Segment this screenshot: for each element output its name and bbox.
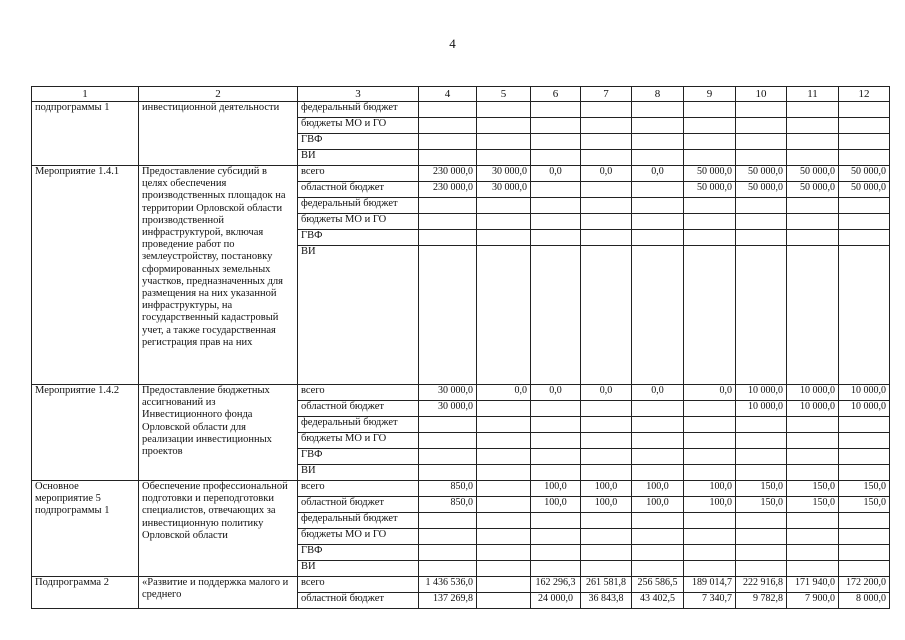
amount-cell: [531, 118, 581, 134]
amount-cell: [736, 230, 787, 246]
funding-source-cell: областной бюджет: [298, 182, 419, 198]
amount-cell: [839, 198, 890, 214]
amount-cell: [787, 198, 839, 214]
amount-cell: [684, 417, 736, 433]
amount-cell: [736, 433, 787, 449]
amount-cell: [632, 449, 684, 465]
amount-cell: [581, 230, 632, 246]
amount-cell: [632, 465, 684, 481]
amount-cell: 0,0: [581, 166, 632, 182]
amount-cell: [531, 417, 581, 433]
amount-cell: [419, 246, 477, 385]
amount-cell: 8 000,0: [839, 593, 890, 609]
amount-cell: 172 200,0: [839, 577, 890, 593]
amount-cell: [419, 230, 477, 246]
amount-cell: 137 269,8: [419, 593, 477, 609]
header-cell: 3: [298, 87, 419, 102]
amount-cell: [632, 401, 684, 417]
amount-cell: 10 000,0: [839, 385, 890, 401]
amount-cell: [736, 465, 787, 481]
amount-cell: [632, 198, 684, 214]
amount-cell: [419, 198, 477, 214]
amount-cell: [632, 230, 684, 246]
amount-cell: [736, 246, 787, 385]
amount-cell: [632, 417, 684, 433]
amount-cell: [531, 433, 581, 449]
amount-cell: 0,0: [477, 385, 531, 401]
amount-cell: [787, 246, 839, 385]
funding-source-cell: бюджеты МО и ГО: [298, 433, 419, 449]
amount-cell: [632, 182, 684, 198]
amount-cell: 30 000,0: [477, 182, 531, 198]
amount-cell: [581, 545, 632, 561]
amount-cell: [477, 545, 531, 561]
amount-cell: [684, 529, 736, 545]
amount-cell: [581, 417, 632, 433]
amount-cell: [581, 465, 632, 481]
program-description-cell: Предоставление бюджетных ассигнований из Инвестиционного фонда Орловской области для реализации инвестиционных проектов: [139, 385, 298, 481]
amount-cell: [839, 529, 890, 545]
program-name-cell: Мероприятие 1.4.2: [32, 385, 139, 481]
amount-cell: [839, 214, 890, 230]
amount-cell: [736, 561, 787, 577]
header-cell: 5: [477, 87, 531, 102]
amount-cell: [787, 513, 839, 529]
amount-cell: [531, 561, 581, 577]
amount-cell: [632, 529, 684, 545]
amount-cell: 7 900,0: [787, 593, 839, 609]
amount-cell: [684, 134, 736, 150]
amount-cell: [531, 182, 581, 198]
table-row: [32, 385, 890, 401]
funding-source-cell: областной бюджет: [298, 497, 419, 513]
amount-cell: 100,0: [684, 497, 736, 513]
amount-cell: [581, 529, 632, 545]
amount-cell: [787, 230, 839, 246]
amount-cell: [581, 433, 632, 449]
amount-cell: 0,0: [531, 385, 581, 401]
amount-cell: 7 340,7: [684, 593, 736, 609]
funding-source-cell: всего: [298, 481, 419, 497]
table-row: [32, 481, 890, 497]
amount-cell: 10 000,0: [736, 401, 787, 417]
amount-cell: [419, 513, 477, 529]
amount-cell: 1 436 536,0: [419, 577, 477, 593]
amount-cell: [477, 529, 531, 545]
funding-source-cell: ВИ: [298, 561, 419, 577]
amount-cell: [477, 513, 531, 529]
header-cell: 1: [32, 87, 139, 102]
amount-cell: [787, 561, 839, 577]
program-description-cell: «Развитие и поддержка малого и среднего: [139, 577, 298, 609]
amount-cell: [531, 401, 581, 417]
amount-cell: [632, 513, 684, 529]
funding-source-cell: бюджеты МО и ГО: [298, 118, 419, 134]
amount-cell: [581, 401, 632, 417]
amount-cell: [787, 118, 839, 134]
table-row: [32, 577, 890, 593]
amount-cell: 50 000,0: [736, 166, 787, 182]
table-row: [32, 102, 890, 118]
amount-cell: [787, 529, 839, 545]
amount-cell: [839, 102, 890, 118]
amount-cell: 50 000,0: [787, 166, 839, 182]
amount-cell: 30 000,0: [477, 166, 531, 182]
amount-cell: 150,0: [736, 481, 787, 497]
amount-cell: [531, 246, 581, 385]
amount-cell: [581, 182, 632, 198]
amount-cell: [477, 577, 531, 593]
amount-cell: [477, 134, 531, 150]
amount-cell: 0,0: [632, 385, 684, 401]
funding-source-cell: бюджеты МО и ГО: [298, 214, 419, 230]
amount-cell: [684, 545, 736, 561]
amount-cell: 0,0: [632, 166, 684, 182]
amount-cell: [839, 134, 890, 150]
program-name-cell: подпрограммы 1: [32, 102, 139, 166]
funding-source-cell: федеральный бюджет: [298, 198, 419, 214]
amount-cell: [787, 545, 839, 561]
funding-source-cell: ВИ: [298, 465, 419, 481]
amount-cell: [581, 102, 632, 118]
amount-cell: [736, 513, 787, 529]
amount-cell: [531, 465, 581, 481]
header-cell: 12: [839, 87, 890, 102]
page-number: 4: [449, 36, 456, 51]
amount-cell: 50 000,0: [684, 182, 736, 198]
amount-cell: [581, 513, 632, 529]
program-description-cell: Обеспечение профессиональной подготовки и переподготовки специалистов, отвечающих за инвестиционную политику Орловской области: [139, 481, 298, 577]
amount-cell: 43 402,5: [632, 593, 684, 609]
amount-cell: [684, 214, 736, 230]
amount-cell: [839, 449, 890, 465]
amount-cell: [419, 449, 477, 465]
header-cell: 4: [419, 87, 477, 102]
amount-cell: [839, 433, 890, 449]
amount-cell: [419, 214, 477, 230]
amount-cell: 100,0: [632, 497, 684, 513]
amount-cell: [581, 150, 632, 166]
amount-cell: 0,0: [684, 385, 736, 401]
amount-cell: [531, 214, 581, 230]
amount-cell: 10 000,0: [787, 401, 839, 417]
amount-cell: [477, 198, 531, 214]
funding-source-cell: федеральный бюджет: [298, 417, 419, 433]
header-cell: 10: [736, 87, 787, 102]
amount-cell: [531, 230, 581, 246]
amount-cell: [419, 417, 477, 433]
amount-cell: [581, 214, 632, 230]
amount-cell: [684, 230, 736, 246]
amount-cell: 850,0: [419, 497, 477, 513]
amount-cell: [531, 150, 581, 166]
amount-cell: [531, 513, 581, 529]
amount-cell: 230 000,0: [419, 166, 477, 182]
amount-cell: [419, 118, 477, 134]
funding-source-cell: всего: [298, 385, 419, 401]
amount-cell: [581, 449, 632, 465]
funding-source-cell: ВИ: [298, 150, 419, 166]
amount-cell: 0,0: [581, 385, 632, 401]
amount-cell: [531, 529, 581, 545]
amount-cell: 10 000,0: [839, 401, 890, 417]
program-description-cell: инвестиционной деятельности: [139, 102, 298, 166]
amount-cell: [787, 449, 839, 465]
amount-cell: [477, 118, 531, 134]
amount-cell: [684, 449, 736, 465]
amount-cell: 162 296,3: [531, 577, 581, 593]
amount-cell: [632, 134, 684, 150]
amount-cell: 50 000,0: [839, 166, 890, 182]
funding-source-cell: всего: [298, 577, 419, 593]
amount-cell: [787, 150, 839, 166]
amount-cell: [419, 529, 477, 545]
amount-cell: [477, 593, 531, 609]
amount-cell: [736, 102, 787, 118]
amount-cell: [531, 102, 581, 118]
amount-cell: [531, 449, 581, 465]
amount-cell: [787, 417, 839, 433]
amount-cell: [787, 214, 839, 230]
funding-source-cell: ГВФ: [298, 449, 419, 465]
amount-cell: [632, 246, 684, 385]
budget-table: [31, 86, 890, 609]
amount-cell: [419, 561, 477, 577]
header-cell: 2: [139, 87, 298, 102]
funding-source-cell: всего: [298, 166, 419, 182]
amount-cell: [787, 134, 839, 150]
funding-source-cell: областной бюджет: [298, 401, 419, 417]
amount-cell: [419, 545, 477, 561]
amount-cell: 10 000,0: [787, 385, 839, 401]
amount-cell: [736, 214, 787, 230]
amount-cell: [839, 230, 890, 246]
header-row: [32, 87, 890, 102]
amount-cell: 36 843,8: [581, 593, 632, 609]
amount-cell: 24 000,0: [531, 593, 581, 609]
amount-cell: [736, 449, 787, 465]
funding-source-cell: бюджеты МО и ГО: [298, 529, 419, 545]
amount-cell: [839, 545, 890, 561]
amount-cell: 30 000,0: [419, 385, 477, 401]
amount-cell: [736, 529, 787, 545]
table-body: [32, 102, 890, 609]
amount-cell: [419, 134, 477, 150]
amount-cell: [632, 150, 684, 166]
amount-cell: [632, 214, 684, 230]
funding-source-cell: областной бюджет: [298, 593, 419, 609]
amount-cell: 222 916,8: [736, 577, 787, 593]
amount-cell: 100,0: [581, 481, 632, 497]
funding-source-cell: ГВФ: [298, 545, 419, 561]
amount-cell: [419, 150, 477, 166]
amount-cell: [531, 198, 581, 214]
amount-cell: [419, 433, 477, 449]
amount-cell: 100,0: [632, 481, 684, 497]
amount-cell: 100,0: [531, 481, 581, 497]
amount-cell: [632, 102, 684, 118]
funding-source-cell: ГВФ: [298, 230, 419, 246]
amount-cell: [477, 102, 531, 118]
amount-cell: [684, 465, 736, 481]
amount-cell: [736, 150, 787, 166]
amount-cell: [787, 465, 839, 481]
amount-cell: 230 000,0: [419, 182, 477, 198]
amount-cell: [632, 561, 684, 577]
amount-cell: [531, 134, 581, 150]
amount-cell: [684, 513, 736, 529]
amount-cell: [477, 497, 531, 513]
program-name-cell: Основное мероприятие 5 подпрограммы 1: [32, 481, 139, 577]
amount-cell: 850,0: [419, 481, 477, 497]
header-cell: 8: [632, 87, 684, 102]
amount-cell: [581, 246, 632, 385]
amount-cell: [684, 150, 736, 166]
amount-cell: [684, 401, 736, 417]
amount-cell: [684, 102, 736, 118]
amount-cell: 261 581,8: [581, 577, 632, 593]
table-row: [32, 166, 890, 182]
amount-cell: [531, 545, 581, 561]
amount-cell: [839, 513, 890, 529]
amount-cell: [477, 561, 531, 577]
amount-cell: [839, 561, 890, 577]
amount-cell: 100,0: [684, 481, 736, 497]
amount-cell: [477, 417, 531, 433]
amount-cell: 50 000,0: [684, 166, 736, 182]
amount-cell: [736, 417, 787, 433]
program-name-cell: Подпрограмма 2: [32, 577, 139, 609]
amount-cell: [477, 481, 531, 497]
amount-cell: 189 014,7: [684, 577, 736, 593]
amount-cell: 150,0: [839, 481, 890, 497]
amount-cell: 100,0: [581, 497, 632, 513]
amount-cell: [787, 433, 839, 449]
amount-cell: 50 000,0: [787, 182, 839, 198]
amount-cell: [477, 230, 531, 246]
amount-cell: [839, 150, 890, 166]
amount-cell: 150,0: [787, 481, 839, 497]
amount-cell: 50 000,0: [736, 182, 787, 198]
amount-cell: [477, 214, 531, 230]
amount-cell: [736, 198, 787, 214]
funding-source-cell: ВИ: [298, 246, 419, 385]
amount-cell: [477, 246, 531, 385]
amount-cell: [419, 465, 477, 481]
amount-cell: 0,0: [531, 166, 581, 182]
amount-cell: 256 586,5: [632, 577, 684, 593]
amount-cell: [477, 433, 531, 449]
amount-cell: [477, 449, 531, 465]
amount-cell: 150,0: [787, 497, 839, 513]
amount-cell: 100,0: [531, 497, 581, 513]
amount-cell: 10 000,0: [736, 385, 787, 401]
amount-cell: [839, 118, 890, 134]
amount-cell: [839, 465, 890, 481]
amount-cell: [419, 102, 477, 118]
amount-cell: [736, 545, 787, 561]
header-cell: 6: [531, 87, 581, 102]
amount-cell: 50 000,0: [839, 182, 890, 198]
program-name-cell: Мероприятие 1.4.1: [32, 166, 139, 385]
amount-cell: [736, 134, 787, 150]
amount-cell: [632, 118, 684, 134]
amount-cell: 171 940,0: [787, 577, 839, 593]
amount-cell: [684, 561, 736, 577]
amount-cell: [581, 198, 632, 214]
funding-source-cell: ГВФ: [298, 134, 419, 150]
amount-cell: [684, 198, 736, 214]
header-cell: 11: [787, 87, 839, 102]
amount-cell: 150,0: [736, 497, 787, 513]
amount-cell: [684, 246, 736, 385]
header-cell: 9: [684, 87, 736, 102]
funding-source-cell: федеральный бюджет: [298, 102, 419, 118]
amount-cell: [581, 561, 632, 577]
program-description-cell: Предоставление субсидий в целях обеспечения производственных площадок на территории Орловской области производственной инфраструктурой, включая проведение работ по землеустройству, постановку сформированных земельных участков, предназначенных для размещения на них указанной инфраструктуры, на государственный кадастровый учет, а также государственная регистрация прав на них: [139, 166, 298, 385]
amount-cell: [839, 417, 890, 433]
amount-cell: [581, 134, 632, 150]
amount-cell: [736, 118, 787, 134]
amount-cell: [684, 118, 736, 134]
amount-cell: [839, 246, 890, 385]
amount-cell: [632, 433, 684, 449]
amount-cell: 30 000,0: [419, 401, 477, 417]
amount-cell: [477, 150, 531, 166]
amount-cell: [787, 102, 839, 118]
header-cell: 7: [581, 87, 632, 102]
amount-cell: [477, 401, 531, 417]
amount-cell: [581, 118, 632, 134]
amount-cell: [477, 465, 531, 481]
amount-cell: 150,0: [839, 497, 890, 513]
amount-cell: 9 782,8: [736, 593, 787, 609]
amount-cell: [684, 433, 736, 449]
funding-source-cell: федеральный бюджет: [298, 513, 419, 529]
amount-cell: [632, 545, 684, 561]
